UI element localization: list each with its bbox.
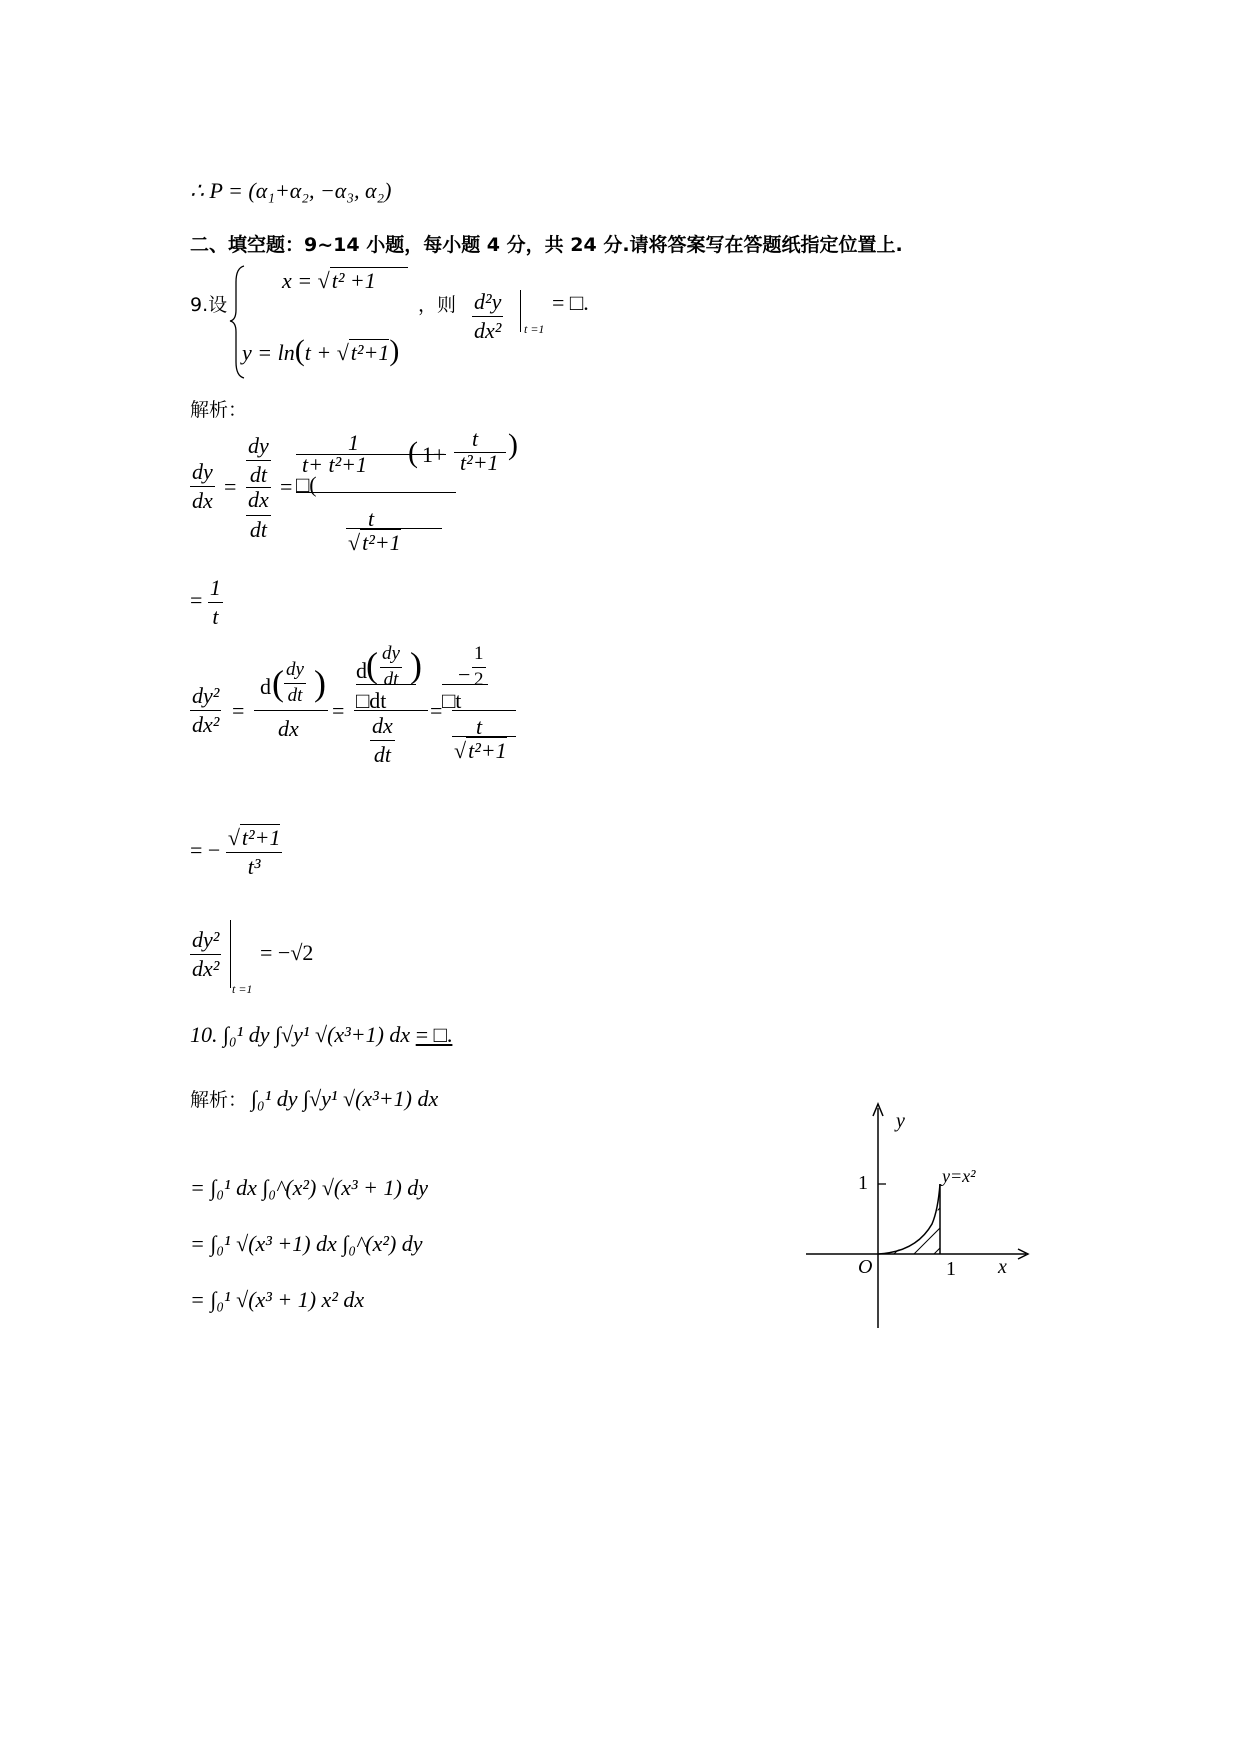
conclusion-text: ∴ P = (α₁+α₂, −α₃, α₂) (190, 178, 392, 203)
question-9 (190, 262, 610, 380)
x-equation: x = √t² +1 (282, 268, 408, 294)
conclusion-line (190, 178, 392, 204)
big-den-t: t (368, 506, 375, 531)
step-4: = − $\frac{\text{√t²+1}}{\text{t³}}$ (190, 825, 281, 880)
big-frac-bar (296, 492, 456, 493)
mid-den: dx (278, 716, 299, 741)
step-5: $\frac{\text{dy²}}{\text{dx²}}$ t =1 = −√2 (190, 920, 390, 1000)
origin-label: O (858, 1256, 873, 1278)
region-graph (806, 1102, 1036, 1330)
x-equals: x = (282, 268, 318, 293)
step-2: = $\frac{1}{t}$ (190, 575, 221, 630)
r2-box: □t (442, 688, 462, 713)
equals-4: = (332, 698, 345, 723)
question-9-label: 9.设 (190, 294, 228, 316)
q10-answer: = □. (415, 1022, 453, 1047)
big-num-one: 1 (348, 430, 359, 455)
big-den-sqrt: √t²+1 (348, 530, 401, 555)
parametric-frac: $\frac{dy}{dt}$ $\frac{dx}{dt}$ (248, 433, 269, 542)
y-tick-label: 1 (858, 1172, 868, 1194)
y-axis-label: y (896, 1110, 905, 1132)
q10-step-2: = ∫₀¹ √(x³ +1) dx ∫₀^(x²) dy (190, 1231, 423, 1256)
x-axis-label: x (998, 1256, 1007, 1278)
y-rhs-sqrt: t²+1 (350, 340, 390, 365)
deriv-num: d²y (472, 290, 503, 317)
step-5-result: = −√2 (260, 940, 314, 965)
y-rhs-t: t + (304, 340, 337, 365)
equals-3: = (232, 698, 245, 723)
eval-sub: t =1 (524, 322, 545, 336)
bracket-close: ) (508, 428, 518, 461)
equals-5: = (430, 698, 443, 723)
q10-steps (190, 1160, 428, 1328)
hatch-pattern (856, 1172, 996, 1312)
bracket-t2: t²+1 (460, 450, 499, 475)
d2y-dx2-frac: $\frac{\text{dy²}}{\text{dx²}}$ (192, 683, 220, 738)
big-num-den: t+ t²+1 (302, 452, 368, 477)
dy-dx-frac: $\frac{dy}{dx}$ (192, 459, 213, 514)
q10-integral: ∫₀¹ dy ∫√y¹ √(x³+1) dx (223, 1022, 411, 1047)
solution-10-integral: ∫₀¹ dy ∫√y¹ √(x³+1) dx (251, 1086, 439, 1111)
solution-10: 解析： ∫₀¹ dy ∫√y¹ √(x³+1) dx (190, 1086, 439, 1111)
equals-2: = (280, 474, 293, 499)
x-tick-label: 1 (946, 1258, 956, 1280)
step-1 (190, 426, 550, 566)
q9-answer: = □. (552, 290, 589, 315)
curve-label: y=x² (942, 1166, 976, 1186)
bracket-one-plus: 1+ (422, 442, 446, 467)
eval-bar (520, 290, 521, 332)
then-text: ，则 (418, 294, 457, 316)
q10-step-1: = ∫₀¹ dx ∫₀^(x²) √(x³ + 1) dy (190, 1175, 429, 1200)
equals-1: = (224, 474, 237, 499)
r1-box: □dt (356, 688, 387, 713)
deriv-den: dx² (474, 318, 502, 344)
parabola-curve (878, 1184, 940, 1254)
bracket-open: ( (408, 436, 418, 469)
section-heading: 二、填空题：9~14 小题，每小题 4 分，共 24 分.请将答案写在答题纸指定位置上. (190, 234, 903, 256)
second-derivative (472, 290, 503, 343)
y-equals: y = ln (242, 340, 295, 365)
big-num-box: □( (296, 472, 317, 497)
q10-step-3: = ∫₀¹ √(x³ + 1) x² dx (190, 1287, 365, 1312)
bracket-t: t (472, 426, 479, 451)
graph-svg (806, 1102, 1036, 1330)
question-10: 10. ∫₀¹ dy ∫√y¹ √(x³+1) dx = □. (190, 1022, 453, 1047)
x-rhs: t² +1 (330, 267, 408, 293)
step-3: $\frac{\text{dy²}}{\text{dx²}}$ = d ( $\frac{dy}{dt}$ ) dx = d ( $\frac{dy}{dt}$ ) □dt $\frac{dx}{dt}$ = − $\frac{1}{2}$ □t t √t²+1 (190, 650, 570, 800)
solution-label: 解析： (190, 399, 248, 421)
y-equation: y = ln(t + √t²+1) (242, 334, 400, 367)
